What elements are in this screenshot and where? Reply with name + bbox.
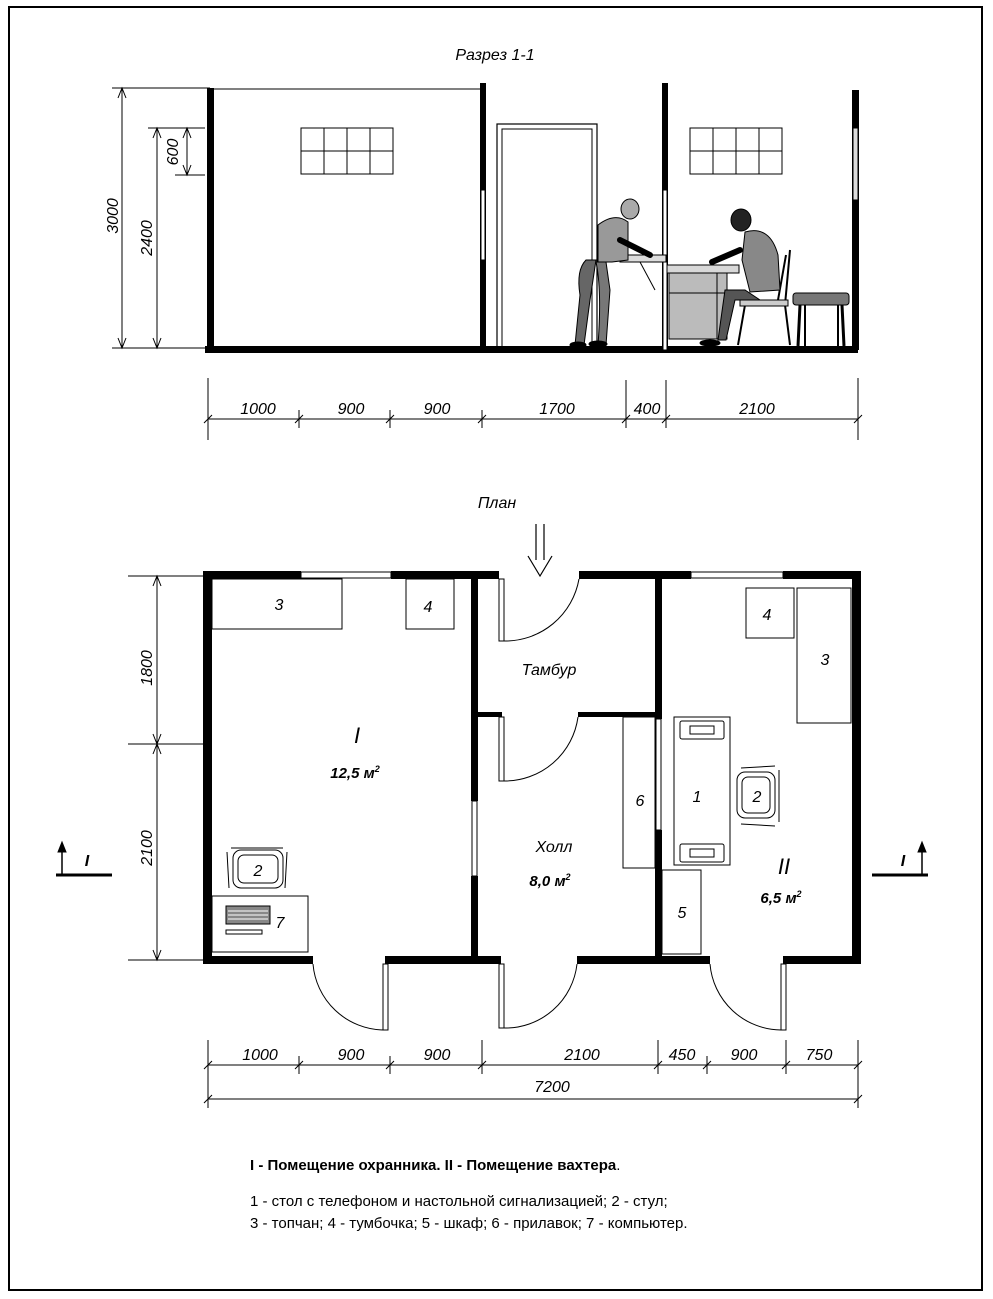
plan-hdim-6: 900 (730, 1047, 758, 1064)
plan-hdim-7: 750 (805, 1047, 833, 1064)
legend-line-1: 1 - стол с телефоном и настольной сигнализацией; 2 - стул; (250, 1193, 668, 1210)
plan-wall-bottom-c (577, 956, 710, 964)
plan-hdim-1: 1000 (242, 1047, 278, 1064)
plan-horizontal-dimensions (204, 1040, 862, 1108)
hall-area: 8,0 $м^2$ (529, 872, 571, 890)
plan-wall-tambur-a (478, 712, 502, 717)
label-6: 6 (635, 793, 645, 810)
legend-line-2: 3 - топчан; 4 - тумбочка; 5 - шкаф; 6 - прилавок; 7 - компьютер. (250, 1215, 688, 1232)
plan-wall-top-c (579, 571, 691, 579)
label-5: 5 (677, 905, 687, 922)
section-hdim-6: 2100 (739, 401, 775, 418)
legend-end: . (616, 1157, 621, 1174)
plan-wall-bottom-d (783, 956, 861, 964)
legend-rooms (250, 1155, 950, 1177)
plan-hdim-3: 900 (423, 1047, 451, 1064)
label-4b: 4 (762, 607, 772, 624)
label-1: 1 (692, 789, 702, 806)
room-I-numeral: I (353, 723, 361, 748)
label-7: 7 (275, 915, 285, 932)
entry-arrow-icon (528, 524, 552, 576)
plan-wall-int-2b (655, 830, 662, 958)
room-I-area: 12,5 $м^2$ (330, 764, 380, 782)
room-II-area: 6,5 $м^2$ (760, 889, 802, 907)
section-hdim-4: 1700 (539, 401, 575, 418)
plan-wall-top-a (203, 571, 301, 579)
section-wall-left (207, 88, 214, 350)
hall-label: Холл (535, 839, 573, 856)
plan-window-kiosk (656, 719, 661, 830)
section-dim-2400: 2400 (139, 220, 156, 256)
plan-doors (313, 579, 786, 1030)
section-stool (793, 293, 849, 346)
tambur-label: Тамбур (521, 662, 577, 679)
plan-total-dim: 7200 (534, 1079, 570, 1096)
plan-wall-bottom-b (385, 956, 501, 964)
label-3a: 3 (274, 597, 284, 614)
section-drawing (105, 83, 862, 440)
plan-window-2 (691, 572, 783, 578)
section-hdim-3: 900 (423, 401, 451, 418)
legend (250, 1155, 950, 1235)
standing-person-figure (570, 199, 650, 348)
plan-drawing (56, 571, 928, 1108)
section-cut-label-right: I (900, 853, 906, 870)
section-dim-3000: 3000 (105, 198, 122, 234)
plan-window-int (472, 801, 477, 876)
room-II-numeral: II (777, 854, 791, 879)
plan-wall-int-1b (471, 876, 478, 958)
legend-room-I: I - Помещение охранника (250, 1157, 437, 1174)
plan-hdim-5: 450 (668, 1047, 696, 1064)
plan-vdim-2100: 2100 (139, 830, 156, 866)
plan-wall-tambur-b (578, 712, 657, 717)
plan-wall-bottom-a (203, 956, 313, 964)
plan-hdim-2: 900 (337, 1047, 365, 1064)
section-hdim-2: 900 (337, 401, 365, 418)
plan-wall-top-d (783, 571, 860, 579)
plan-vertical-dimensions (128, 576, 203, 960)
legend-room-II: II - Помещение вахтера (444, 1157, 617, 1174)
section-title: Разрез 1-1 (455, 47, 535, 64)
section-hdim-5: 400 (633, 401, 661, 418)
plan-window-1 (301, 572, 391, 578)
section-vertical-dimensions (112, 88, 210, 348)
label-4a: 4 (423, 599, 433, 616)
plan-hdim-4: 2100 (564, 1047, 600, 1064)
section-cut-label-left: I (84, 853, 90, 870)
plan-wall-right (852, 571, 861, 964)
plan-wall-int-1 (471, 579, 478, 801)
section-dim-600: 600 (165, 138, 182, 166)
label-2a: 2 (253, 863, 263, 880)
legend-sep: . (436, 1157, 445, 1174)
section-window-2 (690, 128, 782, 174)
section-hdim-1: 1000 (240, 401, 276, 418)
plan-wall-left (203, 571, 212, 964)
plan-wall-int-2 (655, 579, 662, 719)
plan-wall-top-b (391, 571, 499, 579)
plan-title: План (477, 495, 517, 512)
label-3b: 3 (820, 652, 830, 669)
section-window-1 (301, 128, 393, 174)
plan-vdim-1800: 1800 (139, 650, 156, 686)
label-2b: 2 (752, 789, 762, 806)
